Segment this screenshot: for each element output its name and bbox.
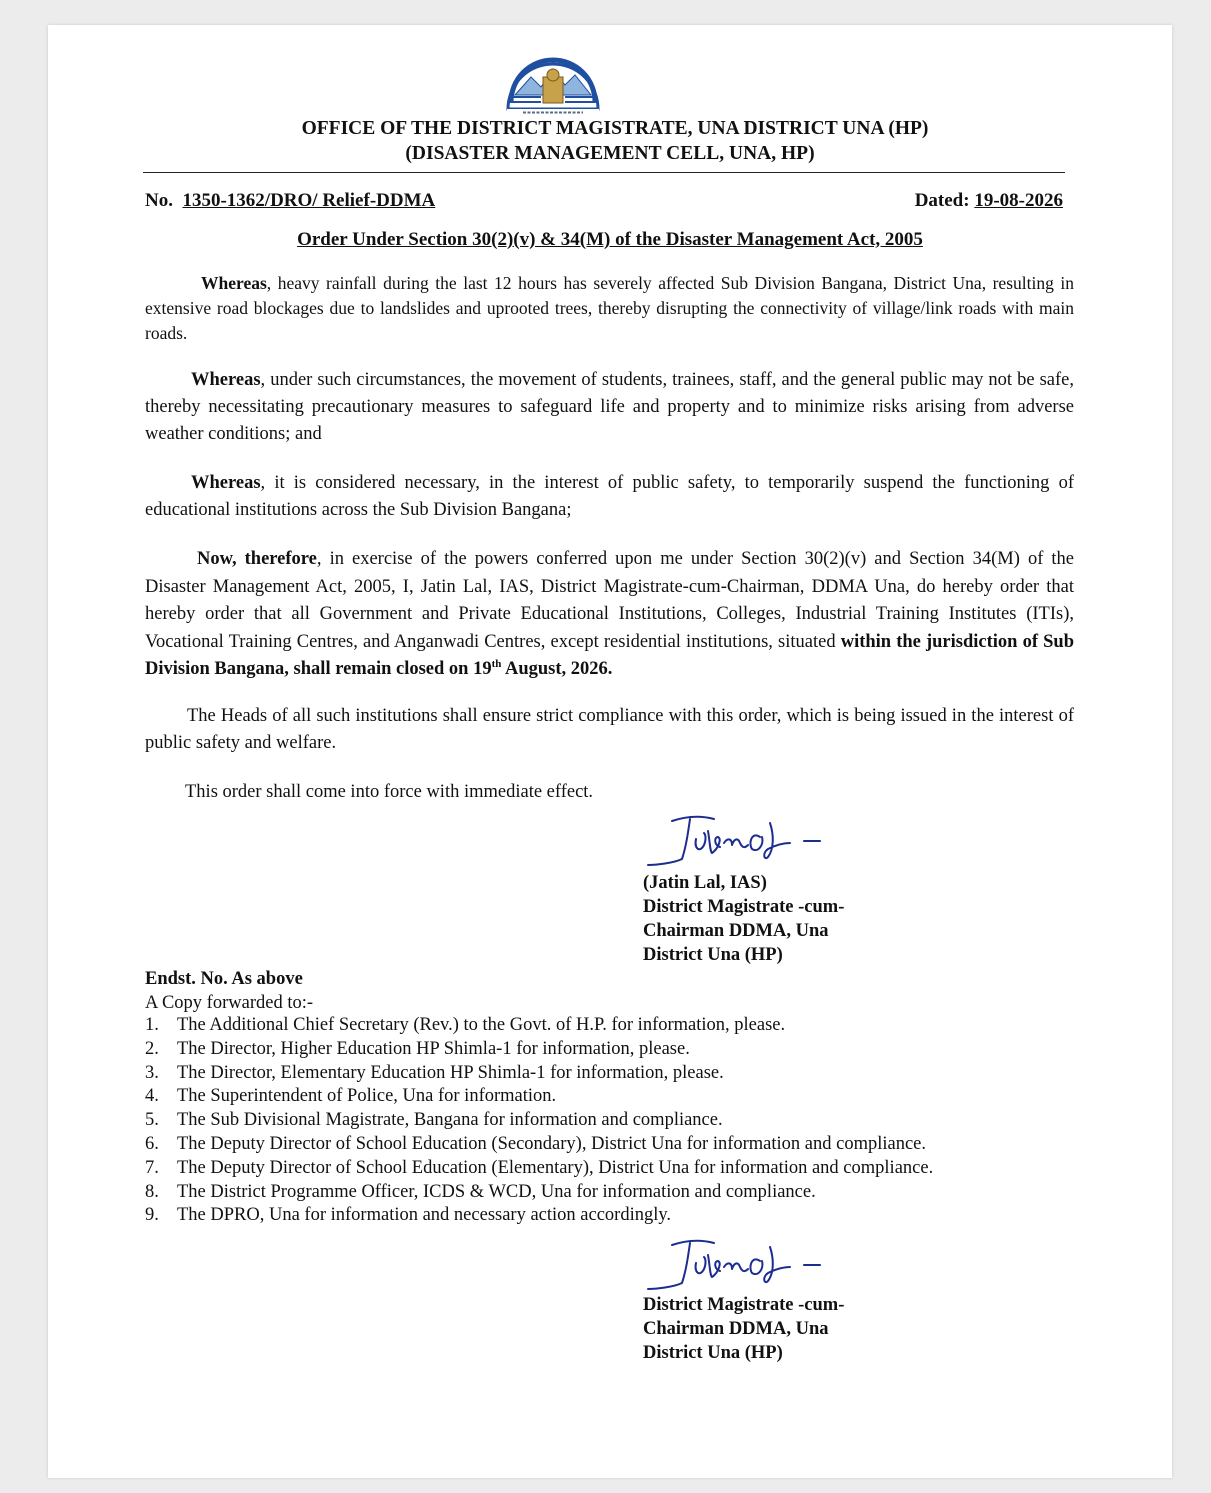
signatory-designation: District Magistrate -cum- (643, 1295, 845, 1315)
list-item (145, 1062, 933, 1086)
paragraph-whereas-3 (145, 470, 1074, 524)
list-item (145, 1157, 933, 1181)
signatory-designation: Chairman DDMA, Una (643, 1319, 829, 1339)
list-number: 1. (145, 1015, 159, 1035)
signatory-name: (Jatin Lal, IAS) (643, 873, 767, 893)
order-title-text: Order Under Section 30(2)(v) & 34(M) of the Disaster Management Act, 2005 (297, 229, 923, 250)
copy-recipient-list (145, 1014, 933, 1228)
list-number: 8. (145, 1181, 159, 1202)
endorsement-title: Endst. No. As above (145, 969, 303, 989)
list-item-text: The Deputy Director of School Education (Elementary), District Una for information and compliance. (177, 1157, 934, 1178)
list-item-text: The Deputy Director of School Education (Secondary), District Una for information and compliance. (177, 1133, 927, 1154)
copy-forwarded-line: A Copy forwarded to:- (145, 993, 314, 1013)
paragraph-lead: Whereas (191, 473, 261, 493)
paragraph-now-therefore (145, 546, 1074, 684)
list-number: 3. (145, 1062, 159, 1083)
ordinal-suffix: th (491, 657, 502, 670)
himachal-pradesh-emblem-icon (503, 47, 603, 117)
office-header-line1: OFFICE OF THE DISTRICT MAGISTRATE, UNA DISTRICT UNA (HP) (301, 118, 929, 139)
list-number: 5. (145, 1110, 159, 1131)
list-item-text: The District Programme Officer, ICDS & WCD, Una for information and compliance. (177, 1181, 816, 1202)
signatory-district: District Una (HP) (643, 945, 783, 965)
list-item (145, 1133, 933, 1157)
list-item-text: The Sub Divisional Magistrate, Bangana for information and compliance. (177, 1110, 723, 1131)
signature-icon (644, 809, 844, 869)
office-header-line2: (DISASTER MANAGEMENT CELL, UNA, HP) (405, 143, 815, 164)
paragraph-text: , under such circumstances, the movement of students, trainees, staff, and the general public may not be safe, thereby necessitating precautionary measures to safeguard life and property and to minimize risks arising from adverse weather conditions; and (145, 370, 1074, 444)
order-date-label: Dated: (914, 190, 970, 211)
signatory-designation: Chairman DDMA, Una (643, 921, 829, 941)
paragraph-lead: Now, therefore (197, 549, 317, 569)
signature-icon (644, 1233, 844, 1293)
list-item (145, 1109, 933, 1133)
list-number: 4. (145, 1086, 159, 1107)
list-item (145, 1204, 933, 1228)
paragraph-lead: Whereas (191, 370, 261, 390)
list-item (145, 1014, 933, 1038)
list-number: 2. (145, 1038, 159, 1059)
endorsement-signatory-block (643, 1293, 844, 1365)
order-date-value: 19-08-2026 (974, 190, 1063, 211)
order-number (145, 190, 435, 212)
closure-statement: within the jurisdiction of Sub Division Bangana, shall remain closed on 19 (145, 631, 1074, 679)
signatory-block (643, 871, 844, 967)
order-number-value: 1350-1362/DRO/ Relief-DDMA (182, 190, 436, 211)
list-item-text: The DPRO, Una for information and necessary action accordingly. (177, 1205, 672, 1226)
paragraph-effect: This order shall come into force with immediate effect. (185, 782, 594, 802)
list-number: 9. (145, 1205, 159, 1226)
paragraph-whereas-1 (145, 271, 1074, 346)
signatory-designation: District Magistrate -cum- (643, 897, 845, 917)
paragraph-text: , it is considered necessary, in the interest of public safety, to temporarily suspend the functioning of educational institutions across the Sub Division Bangana; (145, 473, 1074, 520)
list-number: 6. (145, 1133, 159, 1154)
list-item (145, 1085, 933, 1109)
paragraph-text: , in exercise of the powers conferred upon me under Section 30(2)(v) and Section 34(M) of the Disaster Management Act, 2005, I, Jatin Lal, IAS, District Magistrate-cum-Chairman, DDMA Una, do hereby order that hereby order that all Government and Private Educational Institutions, Colleges, Industrial Training Institutes (ITIs), Vocational Training Centres, and Anganwadi Centres, except residential institutions, situated (145, 549, 1075, 652)
signatory-district: District Una (HP) (643, 1343, 783, 1363)
reference-line (145, 190, 1063, 212)
paragraph-text: , heavy rainfall during the last 12 hours has severely affected Sub Division Bangana, District Una, resulting in extensive road blockages due to landslides and uprooted trees, thereby disrupting the connectivity of village/link roads with main roads. (145, 273, 1074, 343)
list-item-text: The Director, Higher Education HP Shimla-1 for information, please. (177, 1038, 690, 1059)
order-date (915, 190, 1063, 212)
header-divider (143, 172, 1065, 173)
order-title (48, 229, 1172, 251)
document-page (48, 25, 1172, 1478)
list-item (145, 1038, 933, 1062)
list-item (145, 1181, 933, 1205)
list-item-text: The Director, Elementary Education HP Shimla-1 for information, please. (177, 1062, 724, 1083)
list-number: 7. (145, 1157, 159, 1178)
paragraph-lead: Whereas (201, 273, 267, 293)
paragraph-compliance: The Heads of all such institutions shall ensure strict compliance with this order, which is being issued in the interest of public safety and welfare. (145, 706, 1074, 753)
closure-date: August, 2026. (501, 659, 613, 679)
paragraph-whereas-2 (145, 367, 1074, 448)
list-item-text: The Additional Chief Secretary (Rev.) to the Govt. of H.P. for information, please. (177, 1015, 786, 1035)
list-item-text: The Superintendent of Police, Una for information. (177, 1086, 557, 1107)
order-number-label: No. (145, 190, 173, 211)
